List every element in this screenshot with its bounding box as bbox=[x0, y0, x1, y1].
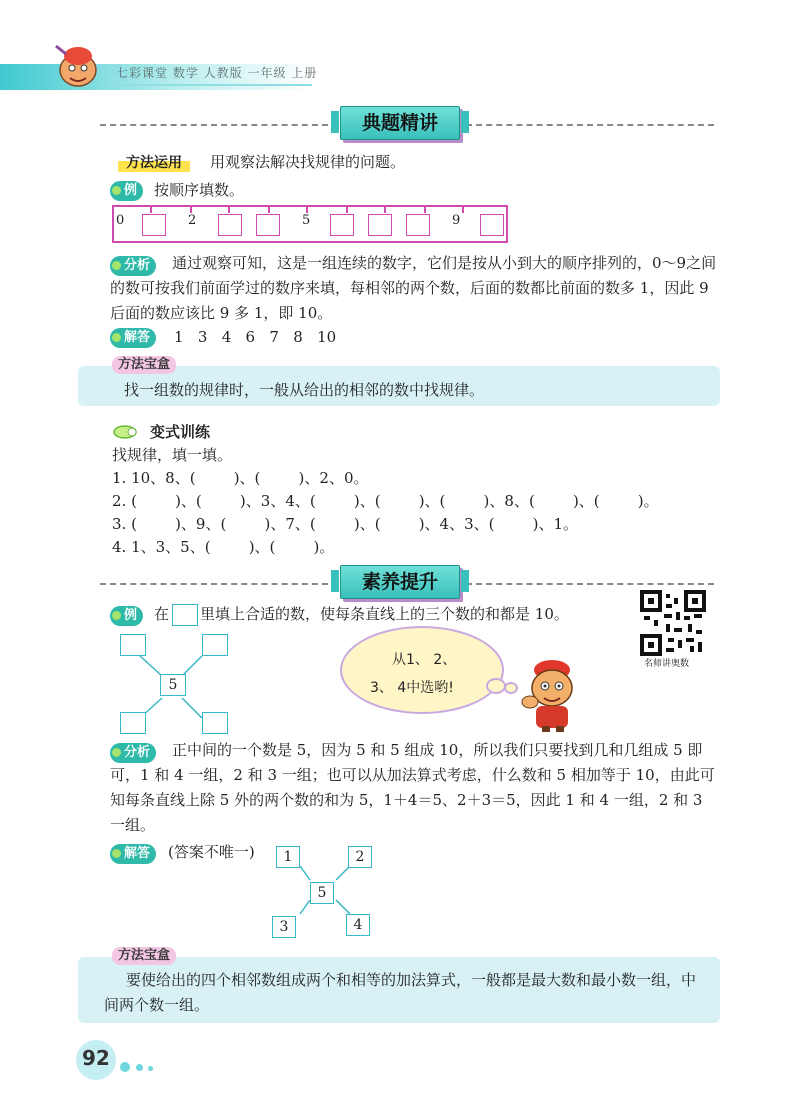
blank-box[interactable] bbox=[406, 214, 430, 236]
method-box-text: 要使给出的四个相邻数组成两个和相等的加法算式，一般都是最大数和最小数一组，中间两个数一组。 bbox=[104, 971, 697, 1014]
example-text: 按顺序填数。 bbox=[154, 181, 245, 199]
example-post: 里填上合适的数，使每条直线上的三个数的和都是 10。 bbox=[200, 605, 569, 623]
practice-item: 1. 10、8、( )、( )、2、0。 bbox=[112, 469, 369, 487]
answer-text: 1 3 4 6 7 8 10 bbox=[174, 328, 337, 346]
tick bbox=[150, 207, 152, 213]
diagram-box-center: 5 bbox=[160, 674, 186, 696]
method-box-tag: 方法宝盒 bbox=[112, 356, 176, 374]
tag-dot-icon bbox=[112, 186, 121, 195]
bubble-dot bbox=[486, 678, 506, 694]
tick bbox=[384, 207, 386, 213]
practice-title: 变式训练 bbox=[150, 423, 211, 441]
bubble-dot bbox=[504, 682, 518, 694]
practice-item: 2. ( )、( )、3、4、( )、( )、( )、8、( )、( )。 bbox=[112, 492, 659, 510]
qr-caption: 名师讲奥数 bbox=[644, 659, 690, 669]
diagram-box-top-right[interactable] bbox=[202, 634, 228, 656]
number-line-label: 9 bbox=[452, 213, 461, 228]
mascot-character-icon bbox=[518, 656, 584, 734]
diagram-box-top-left[interactable] bbox=[120, 634, 146, 656]
mascot-logo-icon bbox=[52, 40, 104, 90]
method-box-text: 找一组数的规律时，一般从给出的相邻的数中找规律。 bbox=[124, 381, 485, 399]
analysis-text: 正中间的一个数是 5，因为 5 和 5 组成 10，所以我们只要找到几和几组成 5 即可，1 和 4 一组，2 和 3 一组；也可以从加法算式考虑，什么数和 5 相加等于 10，由此可知每条直线上除 5 外的两个数的和为 5，1＋4＝5、2＋3＝5，因此 1 和 4 一组，2 和 3 一组。 bbox=[110, 741, 715, 834]
section-banner-dianti: 典题精讲 bbox=[340, 106, 460, 140]
answer-box-top-right: 2 bbox=[348, 846, 372, 868]
footer-dot bbox=[120, 1062, 130, 1072]
answer-tag: 解答 bbox=[110, 328, 156, 348]
tick bbox=[462, 207, 464, 213]
method-text: 用观察法解决找规律的问题。 bbox=[210, 153, 406, 171]
blank-box[interactable] bbox=[218, 214, 242, 236]
bubble-text-line1: 从1、 2、 bbox=[392, 652, 457, 668]
practice-item: 4. 1、3、5、( )、( )。 bbox=[112, 538, 335, 556]
analysis-text: 通过观察可知，这是一组连续的数字，它们是按从小到大的顺序排列的，0～9之间的数可按我们前面学过的数序来填，每相邻的两个数，后面的数都比前面的数多 1，因此 9 后面的数应该比 9 多 1，即 10。 bbox=[110, 254, 717, 322]
tick bbox=[228, 207, 230, 213]
page-number: 92 bbox=[82, 1046, 110, 1070]
tag-dot-icon bbox=[112, 849, 121, 858]
section-banner-suyang: 素养提升 bbox=[340, 565, 460, 599]
tag-dot-icon bbox=[112, 333, 121, 342]
practice-icon bbox=[112, 424, 140, 440]
answer-box-top-left: 1 bbox=[276, 846, 300, 868]
diagram-box-bottom-left[interactable] bbox=[120, 712, 146, 734]
divider-right bbox=[466, 124, 714, 126]
footer-dot bbox=[136, 1064, 143, 1071]
divider-left bbox=[100, 583, 328, 585]
example-tag: 例 bbox=[110, 181, 143, 201]
tick bbox=[268, 207, 270, 213]
bubble-text-line2: 3、 4中选哟! bbox=[370, 680, 454, 696]
blank-box[interactable] bbox=[368, 214, 392, 236]
diagram-box-bottom-right[interactable] bbox=[202, 712, 228, 734]
header-title: 七彩课堂 数学 人教版 一年级 上册 bbox=[116, 66, 318, 80]
blank-box-sample bbox=[172, 604, 198, 626]
example-pre: 在 bbox=[154, 605, 170, 623]
answer-box-bottom-left: 3 bbox=[272, 916, 296, 938]
blank-box[interactable] bbox=[256, 214, 280, 236]
tick bbox=[346, 207, 348, 213]
answer-box-bottom-right: 4 bbox=[346, 914, 370, 936]
tick bbox=[424, 207, 426, 213]
answer-note: (答案不唯一) bbox=[168, 843, 255, 861]
divider-left bbox=[100, 124, 328, 126]
example-tag: 例 bbox=[110, 606, 143, 626]
header-rule bbox=[100, 84, 312, 86]
footer-dot bbox=[148, 1066, 153, 1071]
method-box-tag: 方法宝盒 bbox=[112, 947, 176, 965]
answer-tag: 解答 bbox=[110, 844, 156, 864]
tag-dot-icon bbox=[112, 611, 121, 620]
number-line-label: 2 bbox=[188, 213, 197, 228]
analysis-tag: 分析 bbox=[110, 743, 156, 763]
divider-right bbox=[466, 583, 714, 585]
method-tag: 方法运用 bbox=[118, 154, 190, 172]
practice-item: 3. ( )、9、( )、7、( )、( )、4、3、( )、1。 bbox=[112, 515, 579, 533]
number-line bbox=[112, 205, 508, 243]
blank-box[interactable] bbox=[330, 214, 354, 236]
blank-box[interactable] bbox=[142, 214, 166, 236]
analysis-tag: 分析 bbox=[110, 256, 156, 276]
number-line-label: 0 bbox=[116, 213, 125, 228]
qr-code-icon bbox=[640, 590, 706, 656]
answer-box-center: 5 bbox=[310, 882, 334, 904]
practice-instruction: 找规律，填一填。 bbox=[112, 446, 233, 464]
number-line-label: 5 bbox=[302, 213, 311, 228]
blank-box[interactable] bbox=[480, 214, 504, 236]
